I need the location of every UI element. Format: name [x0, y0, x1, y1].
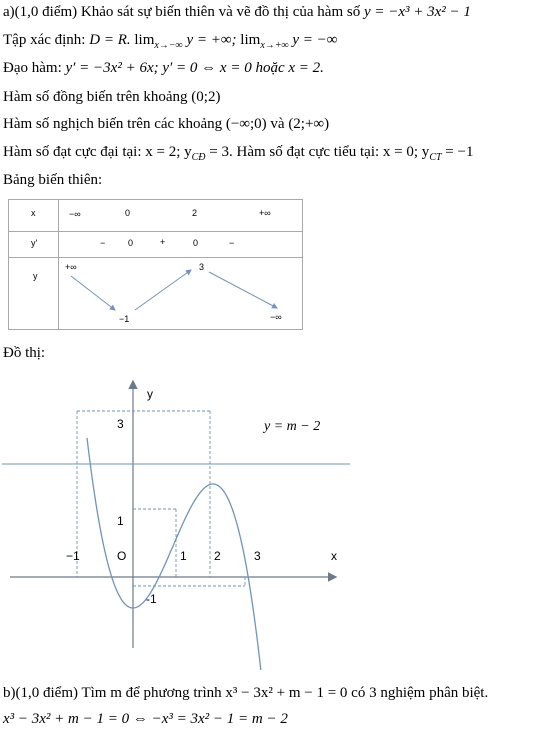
- limit-2-value: y = −∞: [292, 32, 338, 48]
- dy-sign-1: −: [100, 238, 106, 248]
- x-tick-1: 1: [180, 549, 187, 563]
- limit-2-sub: x→+∞: [260, 40, 289, 51]
- limit-1-value: y = +∞;: [186, 32, 237, 48]
- x-value-0: 0: [125, 208, 131, 218]
- variation-table: [8, 199, 303, 330]
- row-dy-label: y': [31, 238, 38, 248]
- function-curve: [87, 438, 267, 670]
- x-value-pos-inf: +∞: [259, 208, 271, 218]
- dy-zero-2: 0: [193, 238, 199, 248]
- x-value-neg-inf: −∞: [69, 209, 81, 219]
- extrema-cd-sub: CĐ: [191, 152, 206, 163]
- y-value-neg-inf: −∞: [270, 312, 282, 322]
- extrema-part-2: = 3. Hàm số đạt cực tiểu tại: x = 0; y: [209, 144, 430, 160]
- x-value-2: 2: [192, 208, 198, 218]
- limit-1-sub: x→−∞: [154, 40, 183, 51]
- dy-sign-3: −: [229, 238, 235, 248]
- row-y-label: y: [33, 271, 38, 281]
- domain-line: [3, 31, 338, 55]
- origin-label: O: [117, 549, 127, 563]
- y-tick-3: 3: [117, 417, 124, 431]
- function-graph: [0, 370, 546, 670]
- arrow-decrease-1: [71, 276, 115, 310]
- dy-zero-1: 0: [128, 238, 134, 248]
- extrema-part-1: Hàm số đạt cực đại tại: x = 2; y: [3, 144, 192, 160]
- table-label: Bảng biến thiên:: [3, 172, 103, 188]
- domain-value: D = R.: [89, 32, 131, 48]
- extrema-ct-sub: CT: [429, 152, 442, 163]
- limit-2: lim: [240, 32, 261, 48]
- x-axis-label: x: [331, 549, 337, 563]
- dy-sign-2: +: [160, 237, 166, 247]
- x-tick-2: 2: [214, 549, 221, 563]
- y-tick-neg1: -1: [146, 592, 157, 606]
- arrow-increase: [135, 270, 191, 310]
- decreasing-text: Hàm số nghịch biến trên các khoảng (−∞;0) và (2;+∞): [3, 116, 330, 132]
- y-value-pos-inf: +∞: [65, 262, 77, 272]
- function-expression: y = −x³ + 3x² − 1: [363, 4, 471, 20]
- extrema-line: [3, 143, 473, 167]
- x-tick-neg1: −1: [66, 549, 80, 563]
- x-tick-3: 3: [254, 549, 261, 563]
- line-label: y = m − 2: [264, 419, 321, 434]
- increasing-text: Hàm số đồng biến trên khoảng (0;2): [3, 89, 221, 105]
- y-value-min: −1: [119, 314, 130, 324]
- y-value-max: 3: [199, 262, 205, 272]
- domain-label: Tập xác định:: [3, 32, 86, 48]
- limit-1: lim: [134, 32, 155, 48]
- variation-arrows: [9, 200, 304, 331]
- extrema-part-3: = −1: [445, 144, 474, 160]
- derivative-line: [3, 59, 324, 77]
- part-b-title: b)(1,0 điểm) Tìm m để phương trình x³ − 3x² + m − 1 = 0 có 3 nghiệm phân biệt.: [3, 685, 489, 701]
- y-tick-1: 1: [117, 514, 124, 528]
- derivative-value: y′ = −3x² + 6x; y′ = 0 ⇔ x = 0 hoặc x = 2.: [65, 60, 324, 76]
- arrow-decrease-2: [209, 272, 277, 308]
- part-a-heading: [3, 3, 471, 21]
- row-x-label: x: [31, 208, 36, 218]
- part-a-title: a)(1,0 điểm) Khảo sát sự biến thiên và vẽ đồ thị của hàm số: [3, 4, 361, 20]
- graph-label: Đồ thị:: [3, 345, 46, 361]
- derivative-label: Đạo hàm:: [3, 60, 62, 76]
- y-axis-label: y: [147, 387, 153, 401]
- part-b-equation: x³ − 3x² + m − 1 = 0 ⇔ −x³ = 3x² − 1 = m − 2: [3, 711, 288, 727]
